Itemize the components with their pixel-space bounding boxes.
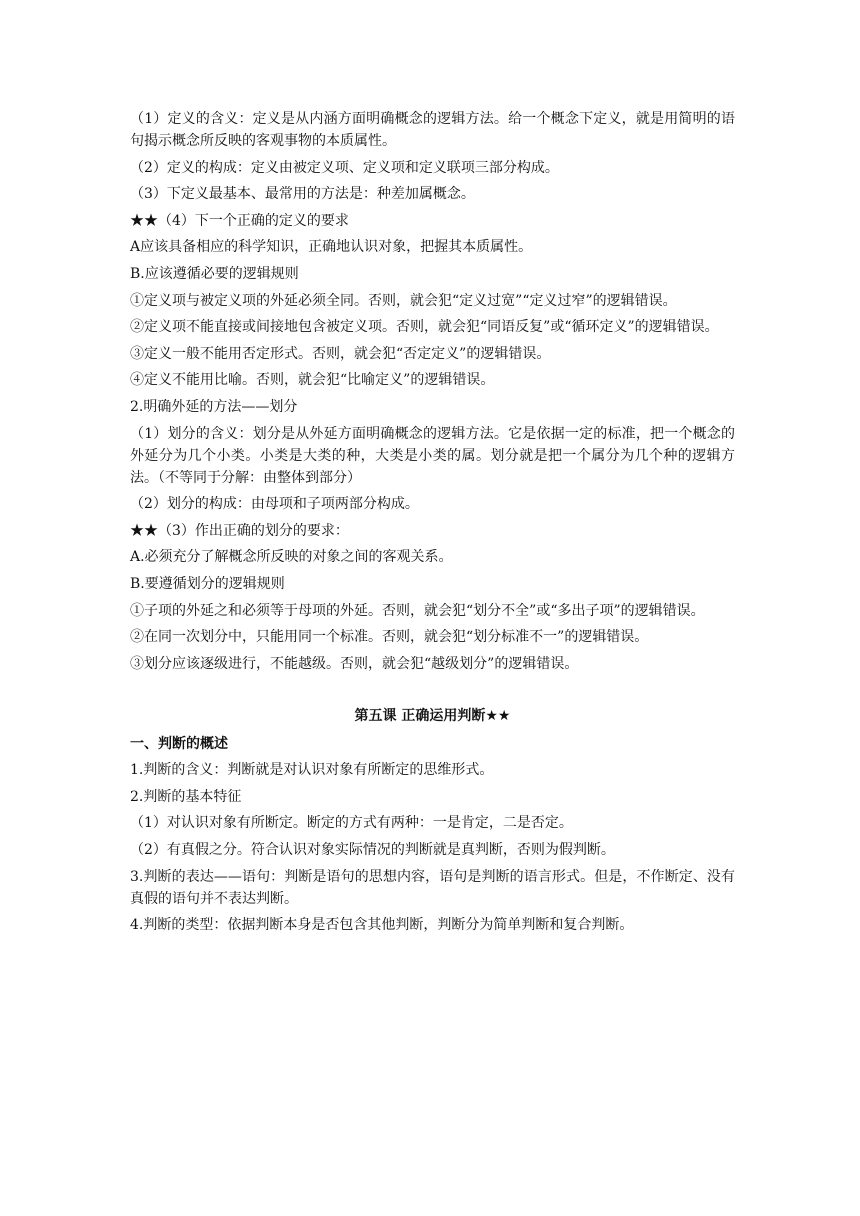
paragraph: ②在同一次划分中，只能用同一个标准。否则，就会犯“划分标准不一”的逻辑错误。 — [130, 629, 649, 646]
paragraph: （3）下定义最基本、最常用的方法是：种差加属概念。 — [130, 186, 475, 203]
document-page — [130, 108, 735, 941]
paragraph: ④定义不能用比喻。否则，就会犯“比喻定义”的逻辑错误。 — [130, 372, 495, 389]
paragraph: ①子项的外延之和必须等于母项的外延。否则，就会犯“划分不全”或“多出子项”的逻辑错误。 — [130, 602, 705, 619]
paragraph: ③定义一般不能用否定形式。否则，就会犯“否定定义”的逻辑错误。 — [130, 345, 551, 362]
paragraph: 1.判断的含义：判断就是对认识对象有所断定的思维形式。 — [130, 762, 494, 779]
paragraph: （1）定义的含义：定义是从内涵方面明确概念的逻辑方法。给一个概念下定义，就是用简明的语句揭示概念所反映的客观事物的本质属性。 — [130, 111, 735, 149]
paragraph: A.必须充分了解概念所反映的对象之间的客观关系。 — [130, 549, 453, 566]
paragraph: （2）定义的构成：定义由被定义项、定义项和定义联项三部分构成。 — [130, 159, 559, 176]
paragraph: ★★（4）下一个正确的定义的要求 — [130, 212, 349, 229]
paragraph: （1）划分的含义：划分是从外延方面明确概念的逻辑方法。它是依据一定的标准，把一个概念的外延分为几个小类。小类是大类的种，大类是小类的属。划分就是把一个属分为几个种的逻辑方法。（不等同于分解：由整体到部分） — [130, 425, 735, 486]
paragraph: ①定义项与被定义项的外延必须全同。否则，就会犯“定义过宽”“定义过窄”的逻辑错误。 — [130, 292, 677, 309]
paragraph: A应该具备相应的科学知识，正确地认识对象，把握其本质属性。 — [130, 239, 533, 256]
paragraph: 4.判断的类型：依据判断本身是否包含其他判断，判断分为简单判断和复合判断。 — [130, 917, 634, 934]
paragraph: （2）划分的构成：由母项和子项两部分构成。 — [130, 496, 419, 513]
paragraph: （1）对认识对象有所断定。断定的方式有两种：一是肯定，二是否定。 — [130, 815, 573, 832]
paragraph: B.要遵循划分的逻辑规则 — [130, 575, 285, 592]
paragraph: （2）有真假之分。符合认识对象实际情况的判断就是真判断，否则为假判断。 — [130, 842, 615, 859]
paragraph: 2.明确外延的方法——划分 — [130, 398, 298, 415]
section-heading: 一、判断的概述 — [130, 735, 228, 752]
paragraph: 2.判断的基本特征 — [130, 788, 242, 805]
paragraph: ③划分应该逐级进行，不能越级。否则，就会犯“越级划分”的逻辑错误。 — [130, 655, 579, 672]
paragraph: B.应该遵循必要的逻辑规则 — [130, 265, 299, 282]
lesson-title: 第五课 正确运用判断★★ — [354, 707, 511, 724]
paragraph: ★★（3）作出正确的划分的要求： — [130, 522, 349, 539]
paragraph: ②定义项不能直接或间接地包含被定义项。否则，就会犯“同语反复”或“循环定义”的逻辑错误。 — [130, 319, 719, 336]
paragraph: 3.判断的表达——语句：判断是语句的思想内容，语句是判断的语言形式。但是，不作断定、没有真假的语句并不表达判断。 — [130, 868, 735, 907]
